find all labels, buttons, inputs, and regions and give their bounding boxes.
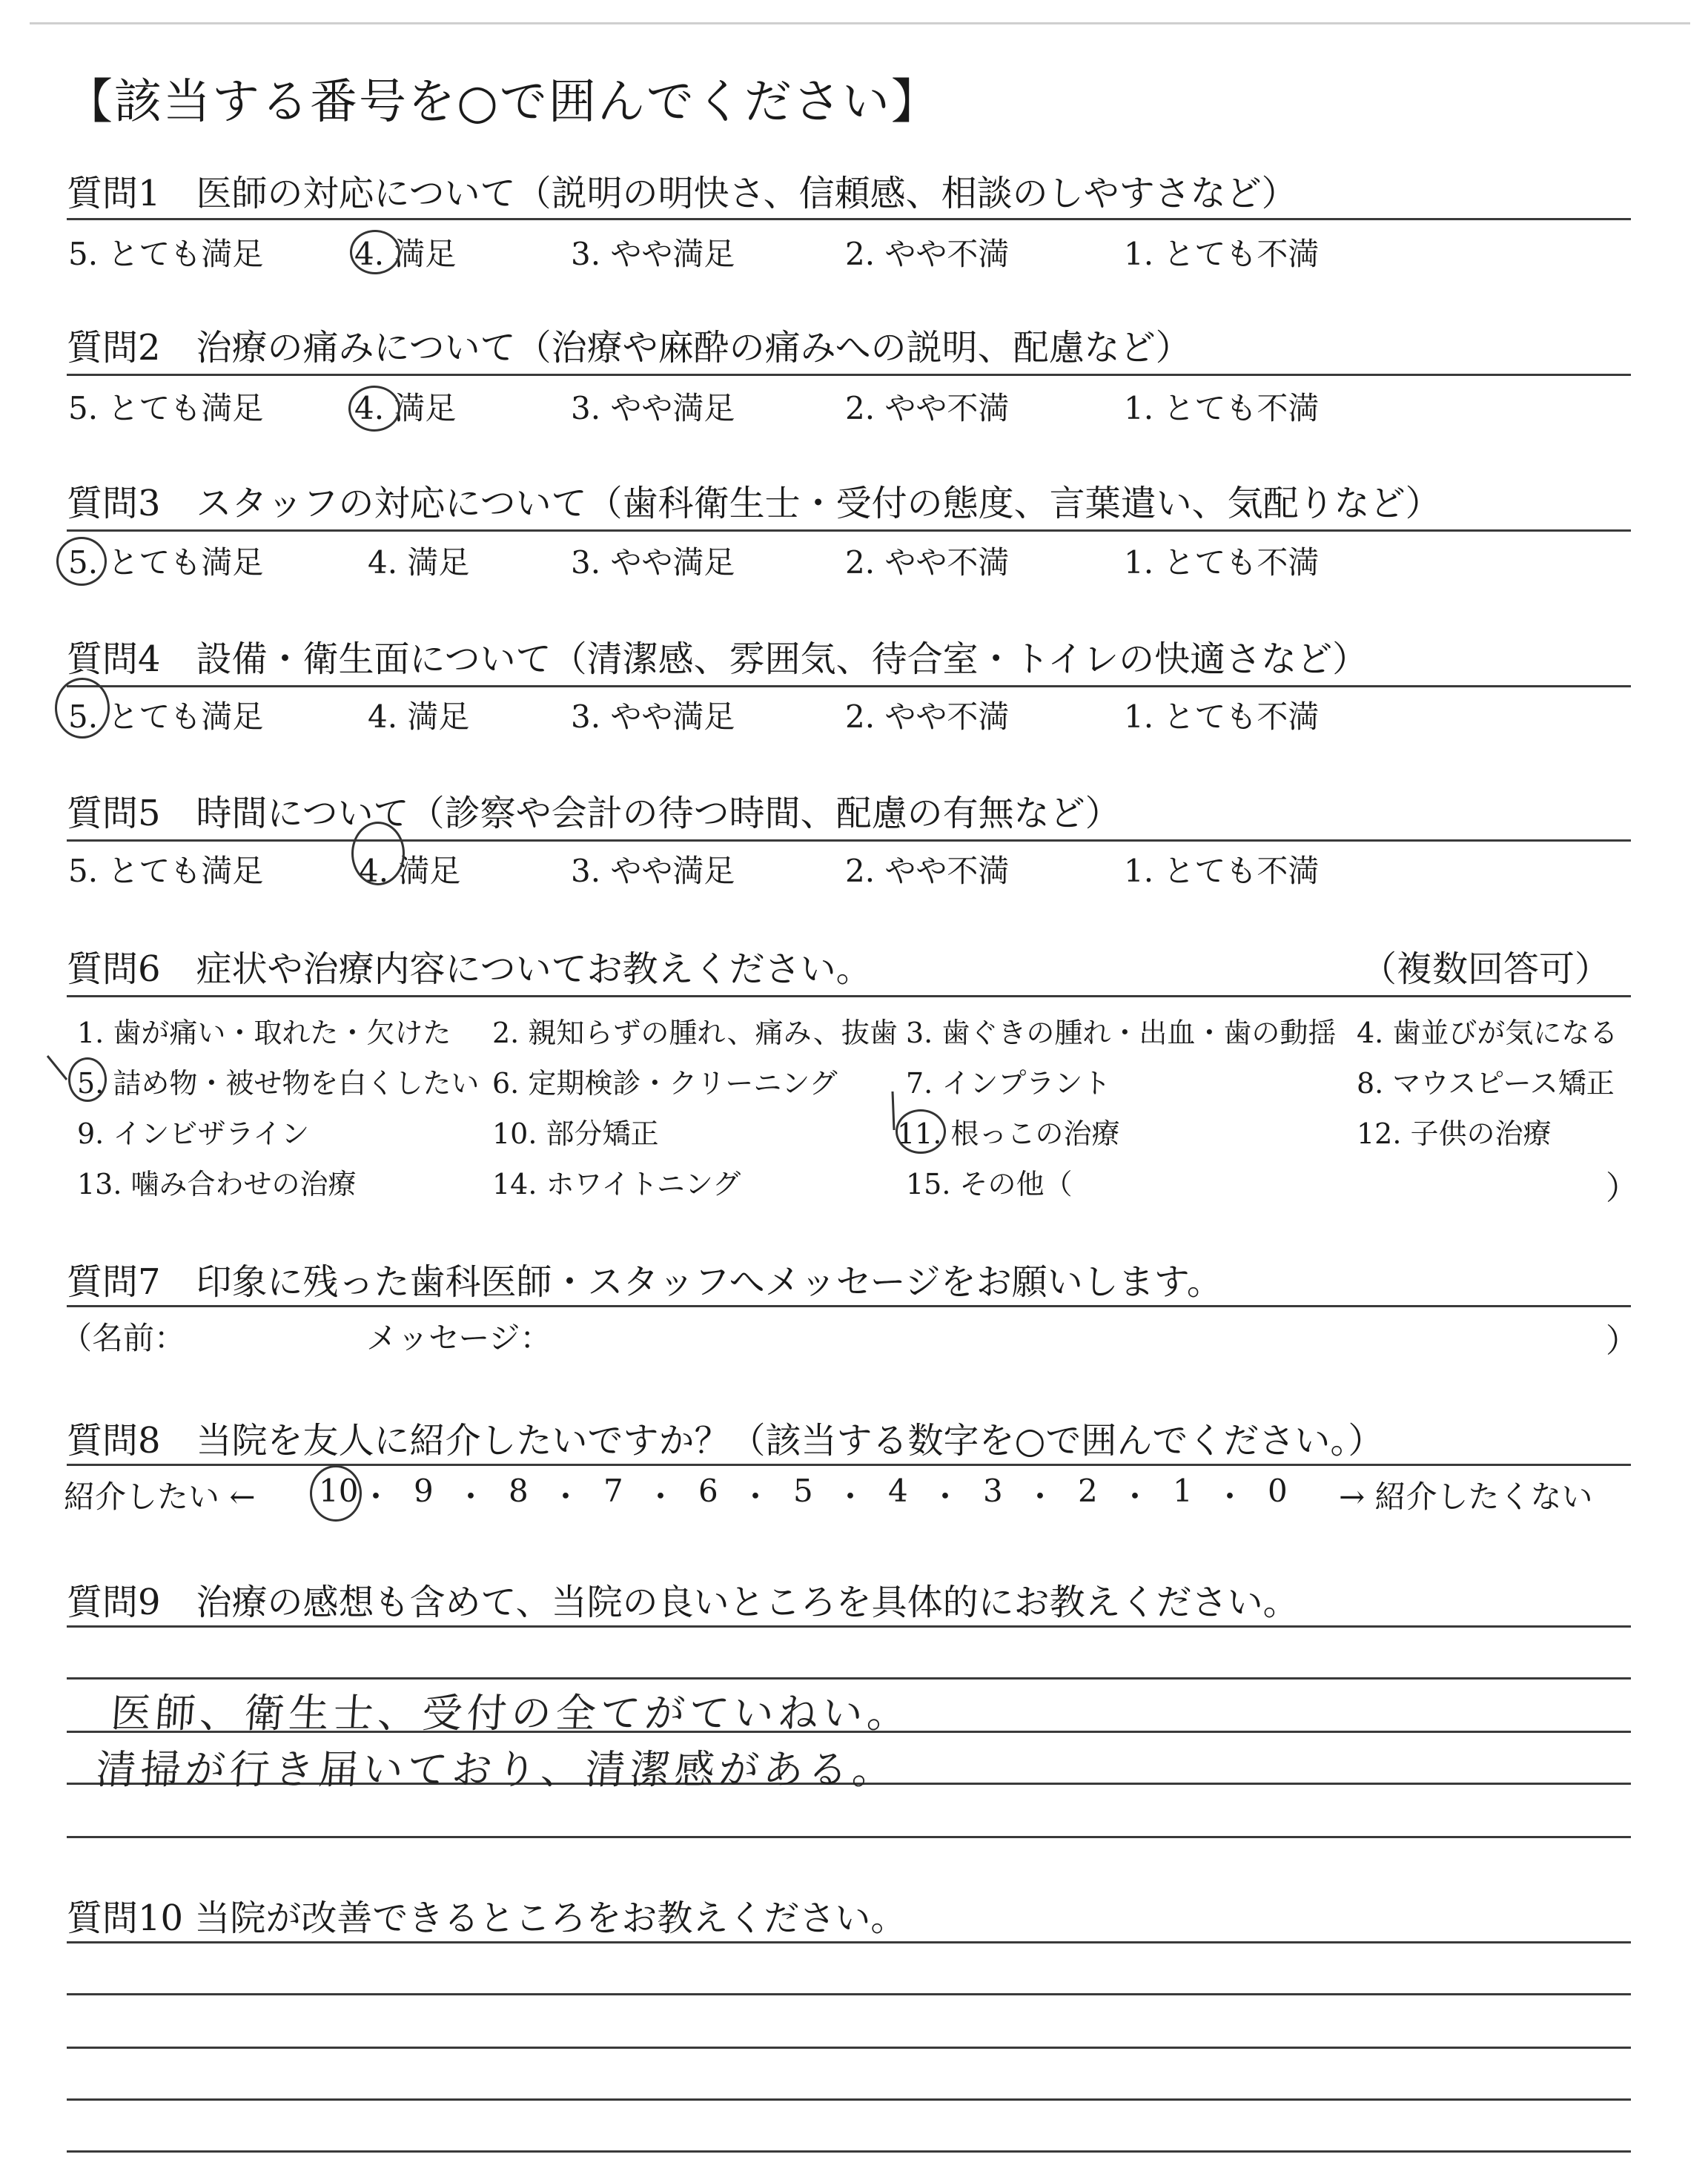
q1-rule [67,218,1631,220]
q10-answer-line-2 [67,2047,1631,2049]
q10-rule [67,1941,1631,1943]
q5-option-2[interactable]: 2. やや不満 [845,853,1010,889]
q9-rule [67,1625,1631,1628]
q1-option-1[interactable]: 1. とても不満 [1124,236,1320,272]
q6-option-6[interactable]: 6. 定期検診・クリーニング [492,1067,838,1100]
q6-option-12[interactable]: 12. 子供の治療 [1357,1117,1552,1150]
q5-option-1[interactable]: 1. とても不満 [1124,853,1320,889]
q10-answer-line-3 [67,2098,1631,2101]
q1-option-2[interactable]: 2. やや不満 [845,236,1010,272]
q3-option-2[interactable]: 2. やや不満 [845,544,1010,581]
q8-scale [319,1473,1297,1517]
q4-option-5[interactable]: 5. とても満足 [68,698,264,735]
q8-rule [67,1464,1631,1466]
q2-option-2[interactable]: 2. やや不満 [845,390,1010,426]
q8-scale-1[interactable]: 1 [1173,1473,1193,1509]
q1-option-3[interactable]: 3. やや満足 [571,236,735,272]
q8-scale-dot: ・ [360,1479,392,1515]
q4-option-1[interactable]: 1. とても不満 [1124,698,1320,735]
q6-option-7[interactable]: 7. インプラント [906,1067,1111,1100]
q9-handwritten-answer-1: 医師、衛生士、受付の全てがていねい。 [109,1690,913,1737]
q6-option-11-circle [896,1109,946,1154]
q1-option-4[interactable]: 4. 満足 [354,236,457,272]
q6-title: 質問6 症状や治療内容についてお教えください。 [67,948,872,990]
q2-option-4[interactable]: 4. 満足 [354,390,457,426]
q8-scale-dot: ・ [1214,1479,1246,1515]
q3-title: 質問3 スタッフの対応について（歯科衛生士・受付の態度、言葉遣い、気配りなど） [67,483,1441,524]
q2-selection-circle [348,386,400,432]
q4-title: 質問4 設備・衛生面について（清潔感、雰囲気、待合室・トイレの快適さなど） [67,638,1368,680]
q8-scale-dot: ・ [930,1479,961,1515]
q6-option-2[interactable]: 2. 親知らずの腫れ、痛み、抜歯 [492,1017,898,1049]
q2-option-1[interactable]: 1. とても不満 [1124,390,1320,426]
q8-scale-dot: ・ [1025,1479,1056,1515]
q8-scale-4[interactable]: 4 [888,1473,908,1509]
q6-rule [67,995,1631,997]
q7-close-paren: ） [1606,1322,1638,1360]
q6-option-3[interactable]: 3. 歯ぐきの腫れ・出血・歯の動揺 [906,1017,1337,1049]
q1-selection-circle [350,230,400,274]
page-header: 【該当する番号を○で囲んでください】 [65,75,940,130]
q2-option-3[interactable]: 3. やや満足 [571,390,735,426]
q6-option-13[interactable]: 13. 噛み合わせの治療 [77,1168,357,1200]
q3-selection-circle [56,537,107,586]
q4-option-2[interactable]: 2. やや不満 [845,698,1010,735]
top-border [30,22,1690,24]
q8-scale-10[interactable]: 10 [319,1473,359,1509]
q6-option-1[interactable]: 1. 歯が痛い・取れた・欠けた [77,1017,451,1049]
q6-option-14[interactable]: 14. ホワイトニング [492,1168,741,1200]
q7-name-label: （名前： [61,1320,186,1356]
q4-option-4[interactable]: 4. 満足 [368,698,470,735]
q8-scale-7[interactable]: 7 [603,1473,623,1509]
q10-title: 質問10 当院が改善できるところをお教えください。 [67,1898,907,1939]
q3-rule [67,529,1631,532]
q10-answer-line-1 [67,1993,1631,1995]
q5-option-4[interactable]: 4. 満足 [359,853,461,889]
q9-title: 質問9 治療の感想も含めて、当院の良いところを具体的にお教えください。 [67,1582,1299,1623]
q8-scale-dot: ・ [645,1479,677,1515]
q8-scale-dot: ・ [740,1479,772,1515]
q3-option-5[interactable]: 5. とても満足 [68,544,264,581]
q2-title: 質問2 治療の痛みについて（治療や麻酔の痛みへの説明、配慮など） [67,327,1191,369]
q1-title: 質問1 医師の対応について（説明の明快さ、信頼感、相談のしやすさなど） [67,173,1297,214]
q6-multiple-note: （複数回答可） [1361,948,1611,990]
q3-option-3[interactable]: 3. やや満足 [571,544,735,581]
q6-option-10[interactable]: 10. 部分矯正 [492,1117,659,1150]
q6-option-4[interactable]: 4. 歯並びが気になる [1357,1017,1618,1049]
q1-option-5[interactable]: 5. とても満足 [68,236,264,272]
q9-answer-line-1 [67,1677,1631,1680]
q7-rule [67,1305,1631,1307]
q8-right-label: → 紹介したくない [1339,1479,1593,1515]
q8-selection-circle [310,1465,362,1522]
q6-option-9[interactable]: 9. インビザライン [77,1117,310,1150]
q8-scale-6[interactable]: 6 [698,1473,718,1509]
q9-handwritten-answer-2: 清掃が行き届いており、清潔感がある。 [94,1746,898,1793]
q6-option-8[interactable]: 8. マウスピース矯正 [1357,1067,1615,1100]
q6-check-mark-5 [44,1053,74,1083]
q7-title: 質問7 印象に残った歯科医師・スタッフへメッセージをお願いします。 [67,1261,1222,1303]
q2-option-5[interactable]: 5. とても満足 [68,390,264,426]
q10-answer-line-4 [67,2150,1631,2153]
q8-scale-5[interactable]: 5 [793,1473,813,1509]
q8-scale-dot: ・ [455,1479,487,1515]
q6-option-11[interactable]: 11. 根っこの治療 [897,1117,1120,1150]
q8-title: 質問8 当院を友人に紹介したいですか？（該当する数字を○で囲んでください。） [67,1420,1384,1462]
q5-rule [67,839,1631,842]
q8-scale-3[interactable]: 3 [983,1473,1003,1509]
q4-selection-circle [55,678,110,739]
q8-scale-9[interactable]: 9 [414,1473,434,1509]
q6-option-15[interactable]: 15. その他（ [906,1168,1073,1200]
q6-check-mark-11 [887,1089,901,1133]
q8-scale-0[interactable]: 0 [1268,1473,1288,1509]
q8-left-label: 紹介したい ← [64,1479,256,1515]
q5-title: 質問5 時間について（診察や会計の待つ時間、配慮の有無など） [67,793,1121,834]
q8-scale-dot: ・ [550,1479,582,1515]
q2-rule [67,374,1631,376]
q8-scale-8[interactable]: 8 [509,1473,529,1509]
q5-option-3[interactable]: 3. やや満足 [571,853,735,889]
q8-scale-2[interactable]: 2 [1078,1473,1098,1509]
q9-answer-line-4 [67,1836,1631,1838]
q7-message-label: メッセージ： [366,1320,552,1356]
q6-other-close-paren: ） [1606,1169,1638,1207]
q5-selection-circle [351,822,405,885]
q5-option-5[interactable]: 5. とても満足 [68,853,264,889]
q3-option-1[interactable]: 1. とても不満 [1124,544,1320,581]
q3-option-4[interactable]: 4. 満足 [368,544,470,581]
q4-option-3[interactable]: 3. やや満足 [571,698,735,735]
q8-scale-dot: ・ [1119,1479,1151,1515]
q6-option-5[interactable]: 5. 詰め物・被せ物を白くしたい [77,1067,480,1100]
q8-scale-dot: ・ [835,1479,867,1515]
q4-rule [67,685,1631,687]
